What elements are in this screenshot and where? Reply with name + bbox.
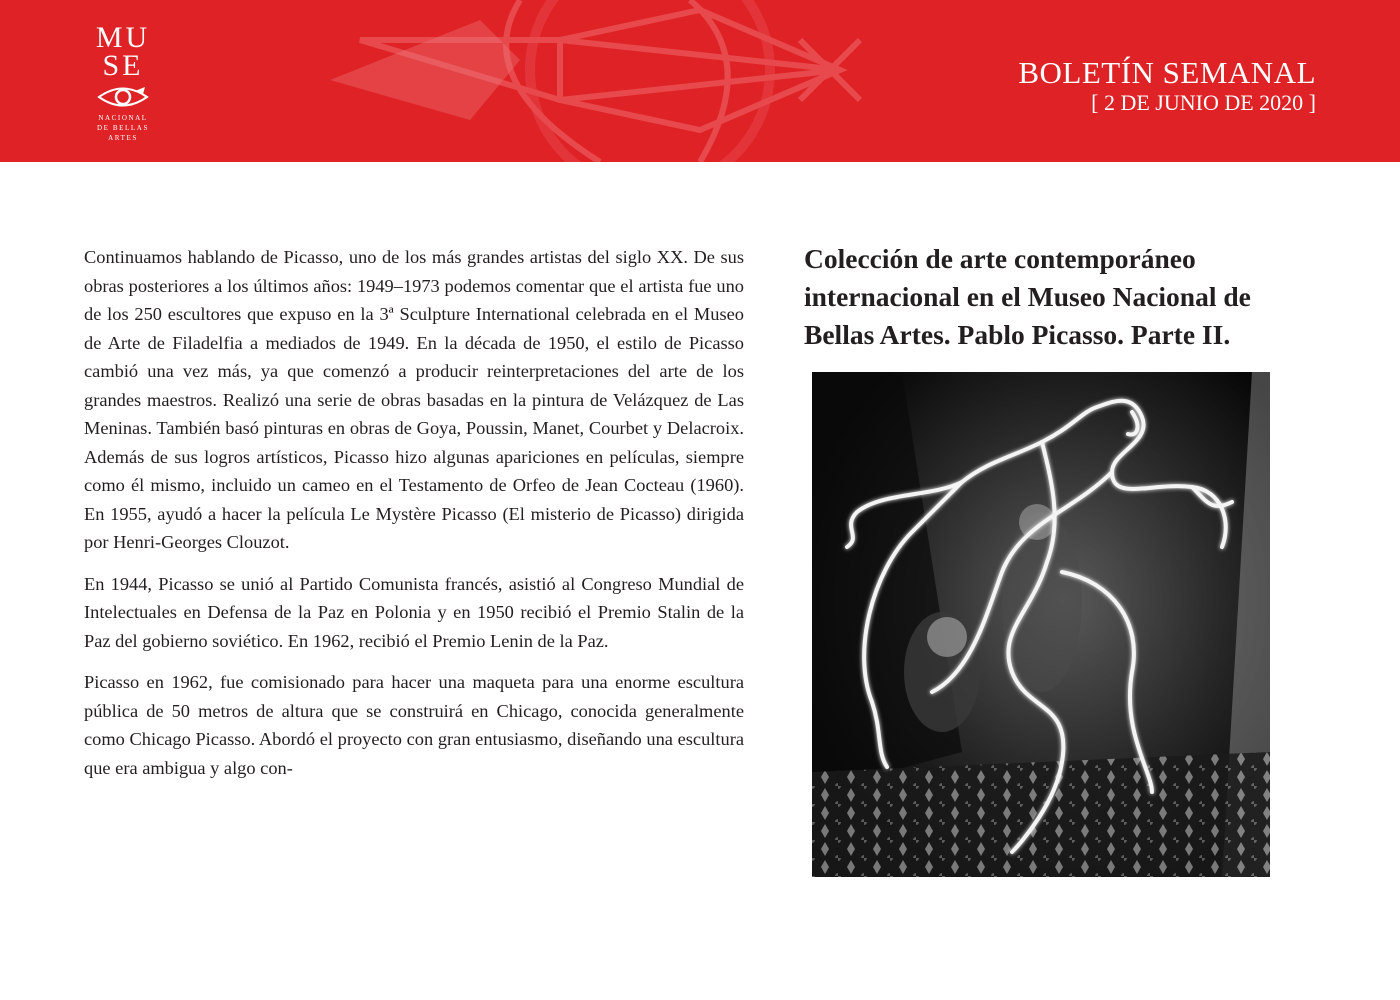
photo-illustration xyxy=(812,372,1270,877)
article-paragraph-1: Continuamos hablando de Picasso, uno de los más grandes artistas del siglo XX. De sus obras posteriores a los últimos años: 1949–1973 podemos comentar que el artista fue uno de los 250 escultores que expuso en la 3ª Sculpture International celebrada en el Museo de Arte de Filadelfia a mediados de 1949. En la década de 1950, el estilo de Picasso cambió una vez más, ya que comenzó a producir reinterpretaciones del arte de los grandes maestros. Realizó una serie de obras basadas en la pintura de Velázquez de Las Meninas. También basó pinturas en obras de Goya, Poussin, Manet, Courbet y Delacroix. Además de sus logros artísticos, Picasso hizo algunas apariciones en películas, siempre como él mismo, incluido un cameo en el Testamento de Orfeo de Jean Cocteau (1960). En 1955, ayudó a hacer la película Le Mystère Picasso (El misterio de Picasso) dirigida por Henri-Georges Clouzot. xyxy=(84,247,744,552)
bulletin-heading xyxy=(1018,56,1316,116)
logo-sub-line1: NACIONAL xyxy=(98,114,148,122)
bulletin-title: BOLETÍN SEMANAL xyxy=(1018,55,1316,90)
article-text-column xyxy=(84,243,744,795)
header-banner xyxy=(0,0,1400,162)
eye-fish-icon xyxy=(95,82,151,112)
bulletin-date: [ 2 DE JUNIO DE 2020 ] xyxy=(1091,90,1316,115)
logo-sub-line3: ARTES xyxy=(108,134,138,142)
museum-logo[interactable] xyxy=(88,21,158,142)
article-paragraph-2: En 1944, Picasso se unió al Partido Comunista francés, asistió al Congreso Mundial de Intelectuales en Defensa de la Paz en Polonia y en 1950 recibió el Premio Stalin de la Paz del gobierno soviético. En 1962, recibió el Premio Lenin de la Paz. xyxy=(84,573,744,651)
logo-word-line2: SE xyxy=(102,49,144,82)
logo-sub-line2: DE BELLAS xyxy=(97,124,149,132)
article-paragraph-3: Picasso en 1962, fue comisionado para hacer una maqueta para una enorme escultura pública de 50 metros de altura que se construirá en Chicago, conocida generalmente como Chicago Picasso. Abordó el proyecto con gran entusiasmo, diseñando una escultura que era ambigua y algo con- xyxy=(84,672,744,778)
article-title: Colección de arte contemporáneo internacional en el Museo Nacional de Bellas Artes. Pablo Picasso. Parte II. xyxy=(804,243,1251,350)
picasso-light-drawing-photo xyxy=(812,372,1270,877)
logo-word-line1: MU xyxy=(95,21,151,54)
